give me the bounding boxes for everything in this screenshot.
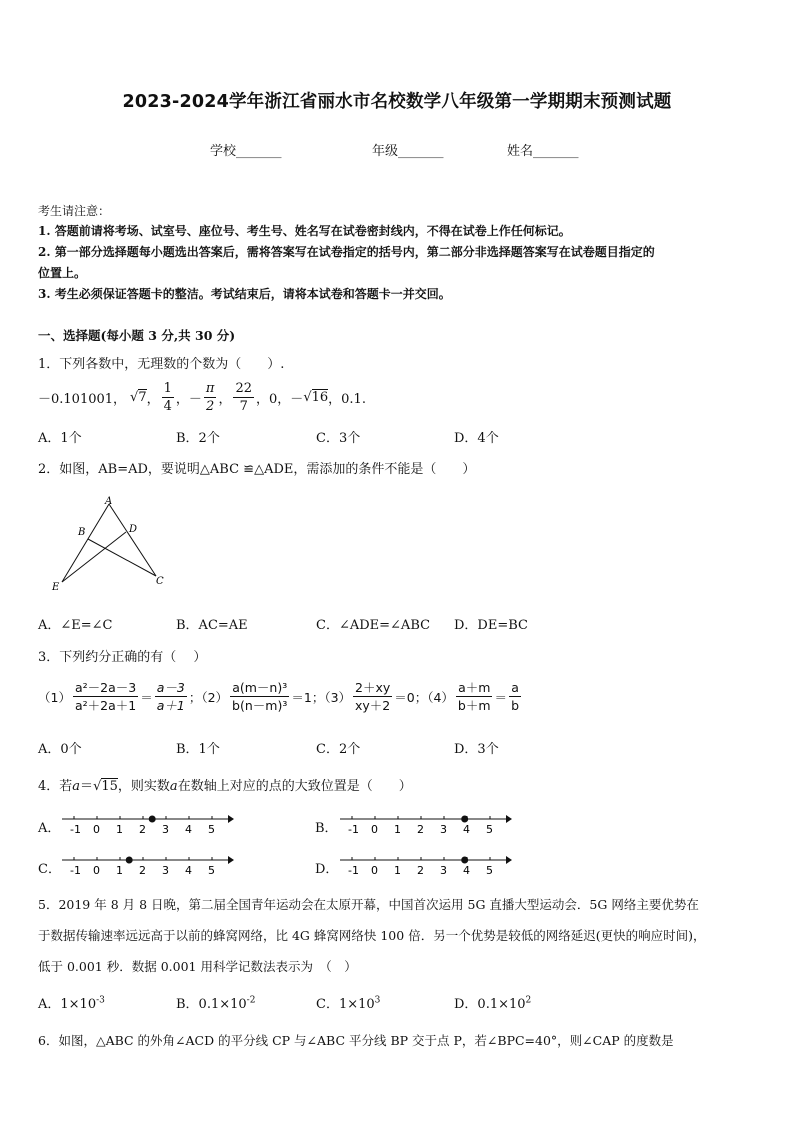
q5-line-2: 于数据传输速率远远高于以前的蜂窝网络，比 4G 蜂窝网络快 100 倍．另一个优势是较低的网络延迟(更快的响应时间)， <box>38 928 706 943</box>
q1-comma3: ， <box>218 392 232 407</box>
tick-label: 2 <box>139 823 146 836</box>
tick-label: 0 <box>371 823 378 836</box>
q4-option-c[interactable]: C． <box>38 862 61 877</box>
tick-label: 4 <box>463 823 470 836</box>
q2-triangle-figure <box>48 494 173 594</box>
q5-line-1: 5．2019 年 8 月 8 日晚，第二届全国青年运动会在太原开幕，中国首次运用 5G 直播大型运动会．5G 网络主要优势在 <box>38 897 699 912</box>
q3-option-a[interactable]: A．0个 <box>38 742 82 757</box>
tick-label: 3 <box>440 823 447 836</box>
q3-label-3: ；（3） <box>311 689 352 705</box>
name-field: 姓名_______ <box>507 144 579 159</box>
q3-e2-result: ＝1 <box>291 689 312 705</box>
tick-label: -1 <box>348 823 359 836</box>
tick-label: 0 <box>371 864 378 877</box>
q2-label-d: D <box>129 524 138 535</box>
q5-option-c[interactable]: C．$1\times 10^3$ <box>316 995 381 1012</box>
q1-root16: 16 <box>311 390 329 405</box>
section-heading: 一、选择题(每小题 3 分,共 30 分) <box>38 328 236 343</box>
tick-label: 2 <box>417 823 424 836</box>
q1-comma2: ，－ <box>175 392 202 407</box>
q3-label-4: ；（4） <box>414 689 454 705</box>
q3-e1-eq: ＝ <box>140 689 153 705</box>
q1-option-a[interactable]: A．1个 <box>38 431 82 446</box>
q4-numberline-a <box>60 810 235 836</box>
q2-label-e: E <box>52 582 60 593</box>
tick-label: 3 <box>162 823 169 836</box>
q1-comma5: ，0.1. <box>328 392 366 407</box>
point-dot <box>149 816 156 823</box>
notice-line-2: 2. 第一部分选择题每小题选出答案后，需将答案写在试卷指定的括号内，第二部分非选择题答案写在试卷题目指定的 <box>38 245 655 259</box>
q1-root7: 7 <box>138 390 147 405</box>
q3-option-b[interactable]: B．1个 <box>176 742 220 757</box>
point-dot <box>461 816 468 823</box>
q3-label-1: （1） <box>38 689 71 705</box>
tick-label: 5 <box>486 823 493 836</box>
q3-e4-eq: ＝ <box>494 689 508 705</box>
q1-frac1: $\frac{1}{4}$ <box>163 381 172 414</box>
q5-option-a[interactable]: A．$1\times 10^{-3}$ <box>38 995 105 1012</box>
q2-label-a: A <box>105 496 113 507</box>
q1-comma4: ，0，－ <box>256 392 304 407</box>
q4-option-b[interactable]: B． <box>315 821 338 836</box>
tick-label: 2 <box>417 864 424 877</box>
q1-option-c[interactable]: C．3个 <box>316 431 361 446</box>
axis-arrow <box>228 815 234 823</box>
q5-option-b[interactable]: B．$0.1\times 10^{-2}$ <box>176 995 256 1012</box>
q4-option-a[interactable]: A． <box>38 821 61 836</box>
tick-label: -1 <box>348 864 359 877</box>
notice-heading: 考生请注意： <box>38 204 111 218</box>
grade-field: 年级_______ <box>372 144 444 159</box>
tick-label: 4 <box>185 864 192 877</box>
notice-line-1: 1. 答题前请将考场、试室号、座位号、考生号、姓名写在试卷密封线内，不得在试卷上作任何标记。 <box>38 224 571 238</box>
q4-numberline-d <box>338 851 513 877</box>
q5-line-3: 低于 0.001 秒．数据 0.001 用科学记数法表示为 （ ） <box>38 959 357 974</box>
axis-arrow <box>228 856 234 864</box>
notice-line-2b: 位置上。 <box>38 266 87 280</box>
tick-label: 3 <box>440 864 447 877</box>
q4-option-d[interactable]: D． <box>315 862 339 877</box>
q2-option-a[interactable]: A．∠E=∠C <box>38 618 113 633</box>
q2-option-d[interactable]: D．DE=BC <box>454 618 528 633</box>
q1-frac2: $\frac{\pi}{2}$ <box>205 381 215 414</box>
tick-label: 0 <box>93 823 100 836</box>
q1-option-b[interactable]: B．2个 <box>176 431 220 446</box>
axis-arrow <box>506 815 512 823</box>
q3-option-c[interactable]: C．2个 <box>316 742 361 757</box>
tick-label: -1 <box>70 823 81 836</box>
q1-numbers: －0.101001， √7 ， $\frac{1}{4}$ ，－ $\frac{\pi}{2}$ ， $\frac{22}{7}$ ，0，－ √16 ，0.1. <box>38 381 366 414</box>
q3-e1-left: $\frac{\text{a²－2a－3}}{\text{a²＋2a＋1}}$ <box>74 680 137 713</box>
q2-option-c[interactable]: C．∠ADE=∠ABC <box>316 618 431 633</box>
tick-label: 1 <box>116 864 123 877</box>
q4-numberline-b <box>338 810 513 836</box>
point-dot <box>461 857 468 864</box>
axis-arrow <box>506 856 512 864</box>
tick-label: 4 <box>463 864 470 877</box>
school-field: 学校_______ <box>210 144 282 159</box>
tick-label: 5 <box>208 864 215 877</box>
q1-stem: 1．下列各数中，无理数的个数为（ ）. <box>38 357 285 372</box>
tick-label: 4 <box>185 823 192 836</box>
tick-label: 3 <box>162 864 169 877</box>
tick-label: -1 <box>70 864 81 877</box>
tick-label: 1 <box>116 823 123 836</box>
q1-frac3: $\frac{22}{7}$ <box>235 381 253 414</box>
notice-line-3: 3. 考生必须保证答题卡的整洁。考试结束后，请将本试卷和答题卡一并交回。 <box>38 287 451 301</box>
q3-e4-left: $\frac{a+m}{b+m}$ <box>457 680 491 713</box>
tick-label: 0 <box>93 864 100 877</box>
page-title: 2023-2024学年浙江省丽水市名校数学八年级第一学期期末预测试题 <box>122 92 672 112</box>
tick-label: 5 <box>208 823 215 836</box>
q3-e4-right: $\frac{a}{b}$ <box>511 680 519 713</box>
q3-e2: $\frac{\text{a(m－n)³}}{\text{b(n－m)³}}$ <box>232 680 288 713</box>
q3-stem: 3．下列约分正确的有（ ） <box>38 650 207 665</box>
q3-option-d[interactable]: D．3个 <box>454 742 499 757</box>
q2-label-b: B <box>78 527 86 538</box>
q3-e3-result: ＝0 <box>394 689 415 705</box>
q1-comma1: ， <box>146 392 160 407</box>
q3-label-2: ；（2） <box>188 689 229 705</box>
q1-option-d[interactable]: D．4个 <box>454 431 499 446</box>
q3-e1-right: $\frac{a-3}{a+1}$ <box>156 680 185 713</box>
q4-numberline-c <box>60 851 235 877</box>
q4-stem: 4．若a＝√15，则实数a在数轴上对应的点的大致位置是（ ） <box>38 779 412 794</box>
q3-e3: $\frac{2+xy}{xy+2}$ <box>355 680 391 713</box>
q3-expressions <box>38 679 523 714</box>
point-dot <box>126 857 133 864</box>
tick-label: 2 <box>139 864 146 877</box>
q5-option-d[interactable]: D．$0.1\times 10^2$ <box>454 995 532 1012</box>
tick-label: 5 <box>486 864 493 877</box>
q6-stem: 6．如图，△ABC 的外角∠ACD 的平分线 CP 与∠ABC 平分线 BP 交于点 P，若∠BPC=40°，则∠CAP 的度数是 <box>38 1033 674 1048</box>
q2-label-c: C <box>156 576 164 587</box>
tick-label: 1 <box>394 864 401 877</box>
q2-stem: 2．如图，AB=AD，要说明△ABC ≌△ADE，需添加的条件不能是（ ） <box>38 462 476 477</box>
tick-label: 1 <box>394 823 401 836</box>
q1-n1: －0.101001， <box>38 392 127 407</box>
q2-option-b[interactable]: B．AC=AE <box>176 618 248 633</box>
